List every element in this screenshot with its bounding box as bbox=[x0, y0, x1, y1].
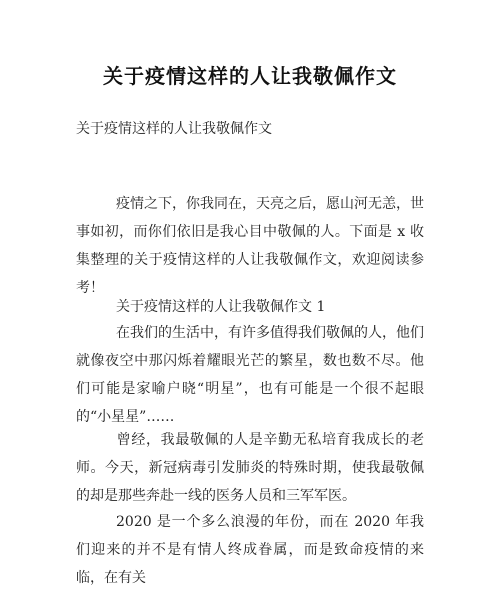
intro-text: 疫情之下，你我同在，天亮之后，愿山河无恙，世事如初，而你们依旧是我心目中敬佩的人。下面是 x 收集整理的关于疫情这样的人让我敬佩作文，欢迎阅读参考！ bbox=[76, 196, 424, 296]
body-paragraph-2 bbox=[76, 426, 424, 510]
paragraph-text: 曾经，我最敬佩的人是辛勤无私培育我成长的老师。今天，新冠病毒引发肺炎的特殊时期，使我最敬佩的却是那些奔赴一线的医务人员和三军军医。 bbox=[76, 432, 424, 504]
intro-paragraph bbox=[76, 190, 424, 302]
document-title: 关于疫情这样的人让我敬佩作文 bbox=[103, 64, 397, 88]
paragraph-text: 2020 是一个多么浪漫的年份，而在 2020 年我们迎来的并不是有情人终成眷属，而是致命疫情的来临，在有关 bbox=[76, 514, 424, 586]
document-subtitle: 关于疫情这样的人让我敬佩作文 bbox=[76, 121, 272, 137]
body-paragraph-3 bbox=[76, 508, 424, 592]
paragraph-text: 在我们的生活中，有许多值得我们敬佩的人，他们就像夜空中那闪烁着耀眼光芒的繁星，数也数不尽。他们可能是家喻户晓“明星”，也有可能是一个很不起眼的“小星星”…… bbox=[76, 325, 424, 425]
section-title: 关于疫情这样的人让我敬佩作文 1 bbox=[116, 299, 326, 315]
body-paragraph-1 bbox=[76, 319, 424, 431]
